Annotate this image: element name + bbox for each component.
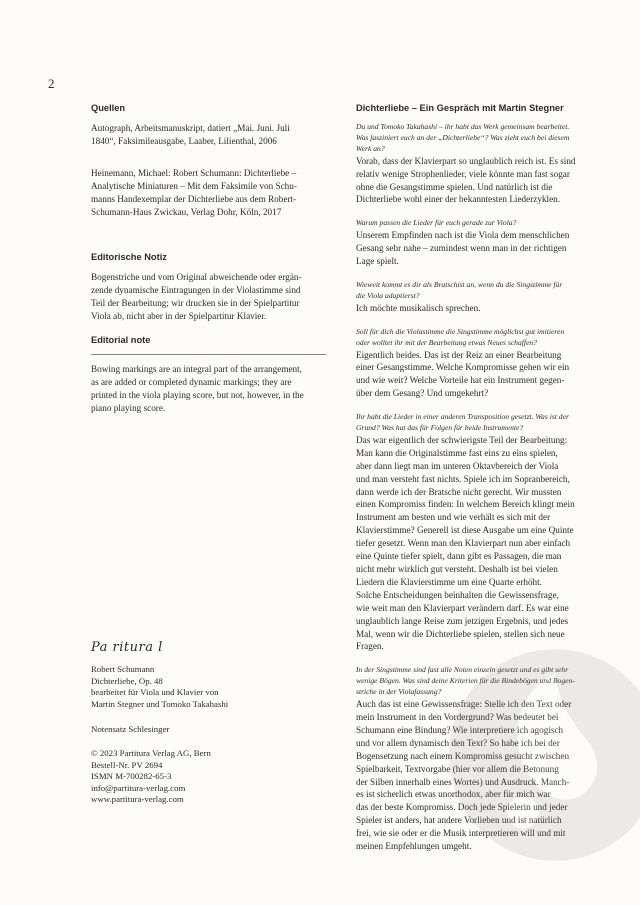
question-line: Wieweit kommt es dir als Bratschist an, wenn du die Singstimme für (356, 279, 563, 289)
question-line: die Viola adaptierst? (356, 290, 420, 300)
answer-line: Vorab, dass der Klavierpart so unglaublich reich ist. Es sind (356, 155, 576, 166)
text-line: ISMN M-700282-65-3 (91, 771, 172, 782)
interview-section (356, 218, 604, 268)
interview-section (356, 280, 604, 315)
interview-section (356, 412, 604, 653)
text-line: Bowing markings are an integral part of the arrangement, (91, 364, 302, 375)
text-line: Dichterliebe, Op. 48 (91, 675, 163, 686)
text-line: printed in the viola playing score, but not, however, in the (91, 389, 304, 400)
answer-line: aber dann liegt man im unteren Oktavbereich der Viola (356, 460, 559, 471)
answer-line: nicht mehr wirklich gut versteht. Deshalb ist bei vielen (356, 564, 558, 574)
text-line: Schumann-Haus Zwickau, Verlag Dohr, Köln, 2017 (91, 206, 282, 217)
publisher-logo: Pa ritura l (91, 640, 163, 655)
answer-line: das der beste Kompromiss. Doch jede Spielerin und jeder (356, 802, 568, 813)
question-line: Warum passen die Lieder für euch gerade zur Viola? (356, 218, 517, 228)
answer-line: tiefer gesetzt. Wenn man den Klavierpart nun aber einfach (356, 538, 571, 549)
answer-line: über dem Gesang? Und umgekehrt? (356, 388, 489, 399)
interview-section (356, 327, 604, 400)
answer-line: Fragen. (356, 641, 384, 652)
text-line: Heinemann, Michael: Robert Schumann: Dichterliebe – (91, 167, 297, 178)
text-line: © 2023 Partitura Verlag AG, Bern (91, 747, 211, 758)
answer-line: relativ wenige Strophenlieder, viele könnte man fast sogar (356, 168, 570, 179)
publisher-info (91, 748, 326, 806)
question-line: Du und Tomoko Takahashi – ihr habt das Werk gemeinsam bearbeitet. (356, 122, 570, 131)
answer-line: und wie weit? Welche Vorteile hat ein Instrument gegen- (356, 375, 565, 386)
text-line: Bestell-Nr. PV 2694 (91, 759, 163, 770)
email-link[interactable]: info@partitura-verlag.com (91, 782, 186, 793)
answer-line: Bogensetzung nach einem Kompromiss gesucht zwischen (356, 750, 570, 761)
text-line: as are added or completed dynamic markings; they are (91, 376, 292, 387)
website-link[interactable]: www.partitura-verlag.com (91, 794, 184, 805)
question-line: wenige Bögen. Was sind deine Kriterien für die Bindebögen und Bogen- (356, 676, 575, 686)
interview-section (356, 665, 604, 853)
answer-line: mein Instrument in den Vordergrund? Was bedeutet bei (356, 711, 559, 722)
text-line: Autograph, Arbeitsmanuskript, datiert „Mai. Juni. Juli (91, 123, 290, 133)
answer-line: einen Kompromiss finden: In welchem Bereich klingt mein (356, 499, 575, 510)
answer-line: meinen Empfehlungen umgeht. (356, 841, 472, 852)
question-line: Ihr habt die Lieder in einer anderen Transposition gesetzt. Was ist der (356, 412, 569, 422)
editorial-note-heading: Editorial note (91, 335, 151, 346)
text-line: Teil der Bearbeitung; wir drucken sie in der Spielpartitur (91, 298, 300, 309)
answer-line: Mal, wenn wir die Dichterliebe spielen, stellen sich neue (356, 628, 565, 639)
question-line: Grund? Was hat das für Folgen für beide Instrumente? (356, 423, 524, 433)
answer-line: Schumann eine Bindung? Wie interpretiere ich agogisch (356, 724, 564, 735)
answer-line: eine Quinte tiefer spielt, dann gibt es Passagen, die man (356, 551, 562, 562)
editorial-notice-text (91, 271, 326, 323)
answer-line: Dichterliebe wohl einer der bekanntesten Liederzyklen. (356, 194, 561, 205)
sources-autograph (91, 122, 326, 148)
answer-line: einer Gesangstimme. Welche Kompromisse gehen wir ein (356, 362, 570, 373)
right-column (356, 103, 604, 859)
question-line: Was fasziniert euch an der „Dichterliebe“? Was zieht euch bei diesem (356, 132, 570, 142)
text-line: zende dynamische Eintragungen in der Violastimme sind (91, 285, 301, 296)
answer-line: Das war eigentlich der schwierigste Teil der Bearbeitung: (356, 434, 568, 445)
answer-line: Gesang sehr nahe – zumindest wenn man in der richtigen (356, 243, 567, 254)
work-info (91, 664, 326, 710)
text-line: manns Handexemplar der Dichterliebe aus dem Robert- (91, 193, 297, 204)
answer-line: Instrument am besten und wie verhält es sich mit der (356, 512, 551, 523)
text-line: Analytische Miniaturen – Mit dem Faksimile von Schu- (91, 180, 297, 191)
text-line: Martin Stegner und Tomoko Takahashi (91, 698, 229, 709)
editorial-notice-heading: Editorische Notiz (91, 252, 167, 263)
answer-line: und vor allem dynamisch den Text? So habe ich bei der (356, 737, 560, 748)
answer-line: frei, wie sie oder er die Musik interpretieren will und mit (356, 828, 566, 839)
sources-heading: Quellen (91, 103, 126, 113)
answer-line: es ist sicherlich etwas unorthodox, aber für mich war (356, 789, 551, 800)
text-line: Robert Schumann (91, 664, 155, 674)
answer-line: Eigentlich beides. Das ist der Reiz an einer Bearbeitung (356, 349, 562, 360)
interview-heading: Dichterliebe – Ein Gespräch mit Martin Stegner (356, 103, 564, 113)
answer-line: Ich möchte musikalisch sprechen. (356, 302, 481, 313)
answer-line: Solche Entscheidungen beinhalten die Gewissensfrage, (356, 589, 559, 600)
question-line: oder wolltet ihr mit der Bearbeitung etwas Neues schaffen? (356, 337, 537, 347)
answer-line: unglaublich lange Reise zum jetzigen Ergebnis, und jedes (356, 615, 569, 626)
text-line: piano playing score. (91, 402, 166, 413)
answer-line: und man versteht fast nichts. Spiele ich im Sopranbereich, (356, 473, 570, 484)
question-line: striche in der Violafassung? (356, 687, 442, 697)
answer-line: Spielbarkeit, Textvorgabe (hier vor allem die Betonung (356, 763, 559, 774)
answer-line: dann werde ich der Bratsche nicht gerecht. Wir mussten (356, 486, 562, 497)
question-line: Soll für dich die Violastimme die Singstimme möglichst gut imitieren (356, 326, 565, 336)
answer-line: Klavierstimme? Generell ist diese Ausgabe um eine Quinte (356, 525, 574, 536)
answer-line: Liedern die Klavierstimme um eine Quarte erhöht. (356, 576, 542, 587)
imprint (91, 640, 326, 812)
text-line: Viola ab, nicht aber in der Spielpartitur Klavier. (91, 311, 267, 322)
engraving-credit: Notensatz Schlesinger (91, 724, 170, 735)
answer-line: Auch das ist eine Gewissensfrage: Stelle ich den Text oder (356, 699, 572, 710)
page-number: 2 (48, 76, 55, 91)
sources-literature (91, 167, 326, 219)
interview-section (356, 122, 604, 206)
text-line: Bogenstriche und vom Original abweichende oder ergän- (91, 272, 302, 283)
answer-line: ohne die Gesangstimme spielen. Und natürlich ist die (356, 181, 553, 192)
answer-line: wie weit man den Klavierpart verändern darf. Es war eine (356, 602, 569, 613)
question-line: Werk an? (356, 143, 385, 153)
answer-line: Spieler ist anders, hat andere Vorlieben und ist natürlich (356, 815, 562, 826)
answer-line: Lage spielt. (356, 256, 399, 267)
text-line: 1840“, Faksimileausgabe, Laaber, Lilienthal, 2006 (91, 135, 277, 146)
answer-line: Man kann die Originalstimme fast eins zu eins spielen, (356, 447, 558, 458)
text-line: bearbeitet für Viola und Klavier von (91, 687, 219, 698)
divider (91, 354, 326, 355)
left-column (91, 103, 326, 421)
answer-line: Unserem Empfinden nach ist die Viola dem menschlichen (356, 230, 570, 241)
question-line: In der Singstimme sind fast alle Noten einzeln gesetzt und es gibt sehr (356, 665, 569, 675)
editorial-note-text (91, 363, 326, 415)
answer-line: der Silben innerhalb eines Wortes) und Ausdruck. Manch- (356, 776, 570, 787)
